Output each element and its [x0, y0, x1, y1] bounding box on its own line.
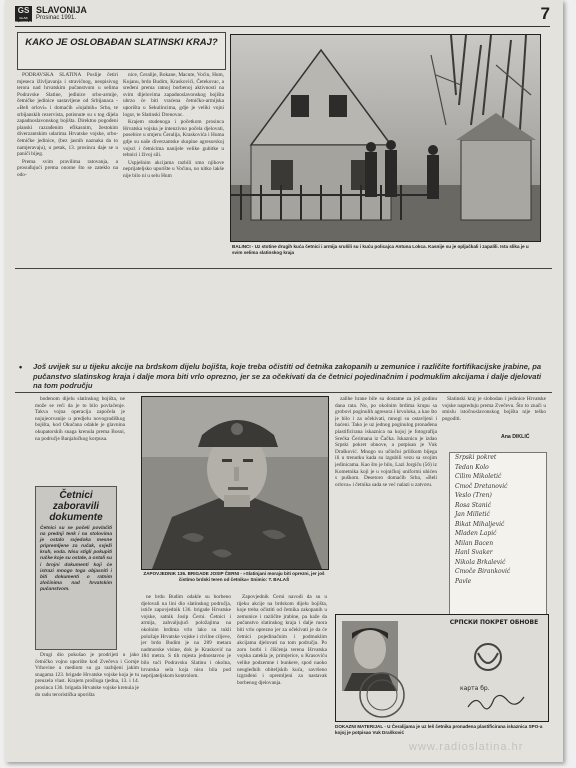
bullet-marker: •	[19, 362, 23, 372]
watermark: www.radioslatina.hr	[409, 741, 524, 753]
sidebar-box-body: Četnici su se počeli povlačiti na prednji tenk i na stolovima je ostalo svjedoka mesne pripremljene za ručak, svježi kruh, voda. Nisu stigli pokupiti ručke koje su ostale, a ostali su i brojni dokumenti koji će istrazi mnogo toga objasniti i biti dokumenti o ratnim zločinima nad hrvatskim pučanstvom.	[40, 526, 112, 592]
issue-date: Prosinac 1991.	[36, 15, 77, 21]
newspaper-page	[5, 0, 563, 762]
house-ruins-image	[231, 35, 540, 241]
destroyed-house-photo	[230, 34, 541, 242]
newspaper-logo: GS GLAS SLAVONIJE	[15, 6, 32, 24]
id-card-image	[336, 615, 548, 721]
lower-column-4: zalihe hrane bile su dostatne za još godinu dana rata. No, po okolnim brdima krupu sa grobovi poginulih agresora i krvoloka, a kao što je bilo i za očekivati, mnogi su ostavljeni i baćeni. Tako je uz jednog poginulog pronađena plastificirana iskaznica na kojoj je fotografija Srećka Čerimana iz Čačka. Iskaznicu je izdao Srpski pokret obnove, a potpisan je Vuk Drašković. Mnogo su učinčni prilikom bijega ili u trenutku kada su izgubili vezu sa svojim jedinicama. Kao što je bilo, Lazi Jorgiču (56) iz Kometnika koji je u vojničkoj uniformi uhićen s puškom. Desetoro domaćih Srba, »Beli orlova« i četnika sada se već nalazi u zatvoru.	[335, 396, 437, 488]
lower-column-1-bottom: Drugi dio pokušao je prodrijeti u jako četničko vojno uporište kod Zvečeva i Gornje Vrhovine a mediom su ga razbijeni jakim snagama 123. brigade Hrvatske vojske koja je tu preuzela vlast. Krajem prošloga tjedna, 13. i 14. prosinca 136. brigada Hrvatske vojske krenula je do radu teroristička uporišta	[35, 652, 139, 698]
lower-column-2: ne brdu Budim odakle su borbeno djelovali na lini dio slatinskog područja, ističe zapovjednik 136. brigade Hrvatske vojske, satnik Josip Černi. Četnici i armija, zahvaljujući položajima na okolnim brdima vrlo lako su tukli položaje Hrvatske vojske i civilne ciljeve, jer brdo Budim je na 289 metara nadmorske visine, dok je Krasković na 184 metra. S tih mjesta jednostavno je bilo tući Podravsku Slatinu i okolna, hrvatska sela koja nisu bila pod neprijateljskom kontrolom.	[141, 594, 231, 680]
divider	[15, 392, 552, 393]
top-photo-caption: BALINCI - Uz stotine drugih kuća četnici i armija srušili su i kuću policajca Antuna Lokca. Kasnije su je opljačkali i zapalili. Ista slika je u svim selima slatinskog kraja	[232, 244, 529, 255]
sidebar-box-title: Četnici zaboravili dokumente	[49, 490, 103, 523]
section-name: SLAVONIJA	[36, 5, 87, 15]
divider	[15, 268, 552, 269]
id-card-caption: DOKAZNI MATERIJAL - U Čeralijama je uz leš četnika pronađena plastificirana iskaznica SPO-a kojoj je potpisao Vuk Drašković	[335, 724, 543, 735]
headline-container	[15, 272, 552, 362]
id-card-title: СРПСКИ ПОКРЕТ ОБНОВЕ	[449, 619, 539, 626]
handwritten-list: Srpski pokret Tedan Kolo Cilim Mikoletić Cmoč Dretanović Veslo (Tren) Rosa Stanić Jan Milletić Bikat Mihaljević Mladen Lapić Milan Bacen Hanl Svaker Nikola Brkalević Cmoče Biranković Pavle	[449, 452, 547, 616]
portrait-caption: ZAPOVJEDNIK 136. BRIGADE JOSIP ČERNI - »Slatinjani moraju biti oprezni, jer još čistimo brdski teren od četnika« Snimio: T. BALAŠ	[143, 571, 325, 582]
top-column-2: nice, Čeralije, Bokane, Macute, Voćin, Hum, Kujanu, brdo Budim, Kraskovići, Četekovac, a sređeni prema ratnoj borbenoj aktivnosti na svim dijelovima zapadnoslavonskog bojišta ubrzo će biti vraćena četničko-armijska uporišta u Sekulincima, gdje je veliki vojni logor, te Slatinski Drenovac. Krajem studenoga i početkom prosinca Hrvatska vojska je intenzivno počela djelovati, posebice u smjeru Čeralija, Kraskovića i Huma gdje su naše diverzantske skupine agresorskoj vojsci i četnicima nanijele velike gubitke u tehnici i živoj sili. Uspješnim akcijama razbili smo njihove neprijateljsko uporište u Voćinu, no nitko lakše nije bilo ni u selu Hum	[123, 72, 224, 179]
lead-paragraph: Još uvijek su u tijeku akcije na brdskom dijelu bojišta, koje treba očistiti od četnika zakopanih u zemunice i različite fortifikacijske jrabine, pa pučanstvo slatinskog kraja i dalje mora biti vrlo oprezno, jer se za očekivati da će četnici pojedinačnim i podmuklim akcijama i dalje djelovati na tom području	[33, 362, 542, 391]
lower-column-1-top: bodenom dijelu slatinskog bojišta, ne može se reći da je to bilo povlačenje. Takva vojna operacija započela je nojujeorvanije u predjelu novogradiškog bojišta, kod Okučana odakle je glavnina okupatorskih snaga krenula prema Bosni, na područje Banjalučkog korpusa.	[35, 396, 125, 442]
sidebar-box	[35, 486, 117, 650]
commander-portrait-image	[142, 397, 328, 569]
masthead	[15, 4, 550, 27]
lower-column-3: Zapovjednik Černi navodi da su u tijeku akcije na brdskom dijelu bojišta, koje treba očistiti od četnika zakopanih u zemunice i različite jrabine, pa kaže da pučanstvo slatinskog kraja i dalje mora biti vrlo oprezno jer za očekivati je da će četnici pojedinačnim i podmuklim akcijama djelovati na tom području. Po zoru borbi i čišćenja terena Hrvatska vojska zatekla je, primjerice, u Krasoviću velike podzemne i bunkere, spod naoko neugleđnih obiteljskih kuća, savršeno izgrađeni i opremljeni za nastavak borbenog djelovanja.	[237, 594, 327, 686]
id-card-number-label: карта бр.	[460, 685, 490, 692]
commander-portrait-photo	[141, 396, 329, 570]
lower-column-5: Slatinski kraj je slobodan i jedinice Hrvatske vojske napreduju prema Zvečevu. Što to znači u smislu istočnoslavonskog bojišta nije teško pogoditi.	[442, 396, 546, 422]
article-kicker: KAKO JE OSLOBAĐAN SLATINSKI KRAJ?	[17, 32, 226, 70]
id-card-photo	[335, 614, 549, 722]
author-signature: Ana DIKLIĆ	[501, 434, 530, 440]
page-number: 7	[540, 4, 550, 23]
top-column-1: PODRAVSKA SLATINA Poslije četiri mjeseca iživljavanja i stravičnog, neopisivog terora nad hrvatskim pučanstvom u selima Podravske Slatine, jedinice srbo-armije, četničke jedinice sastavljene od Srbijanaca - »Beli orlovi« i domaćih »lojalnih« Srba, te srbijanskih rezervista, potisnute su s tog dijela zapadnoslavonskog bojišta. Direktno pogođeni planski razrađenim efikasnim, žestokim diverzantskim udarima Hrvatske vojske, srbo-četničke jedinice, (bez jasnih naznaka da to namjeravaju), u petak, 13. prosinca daje se u paniči bijeg. Prema svim pravilima ratovanja, a prosuđujući prema onome što se zateklo na odo-	[17, 72, 118, 178]
